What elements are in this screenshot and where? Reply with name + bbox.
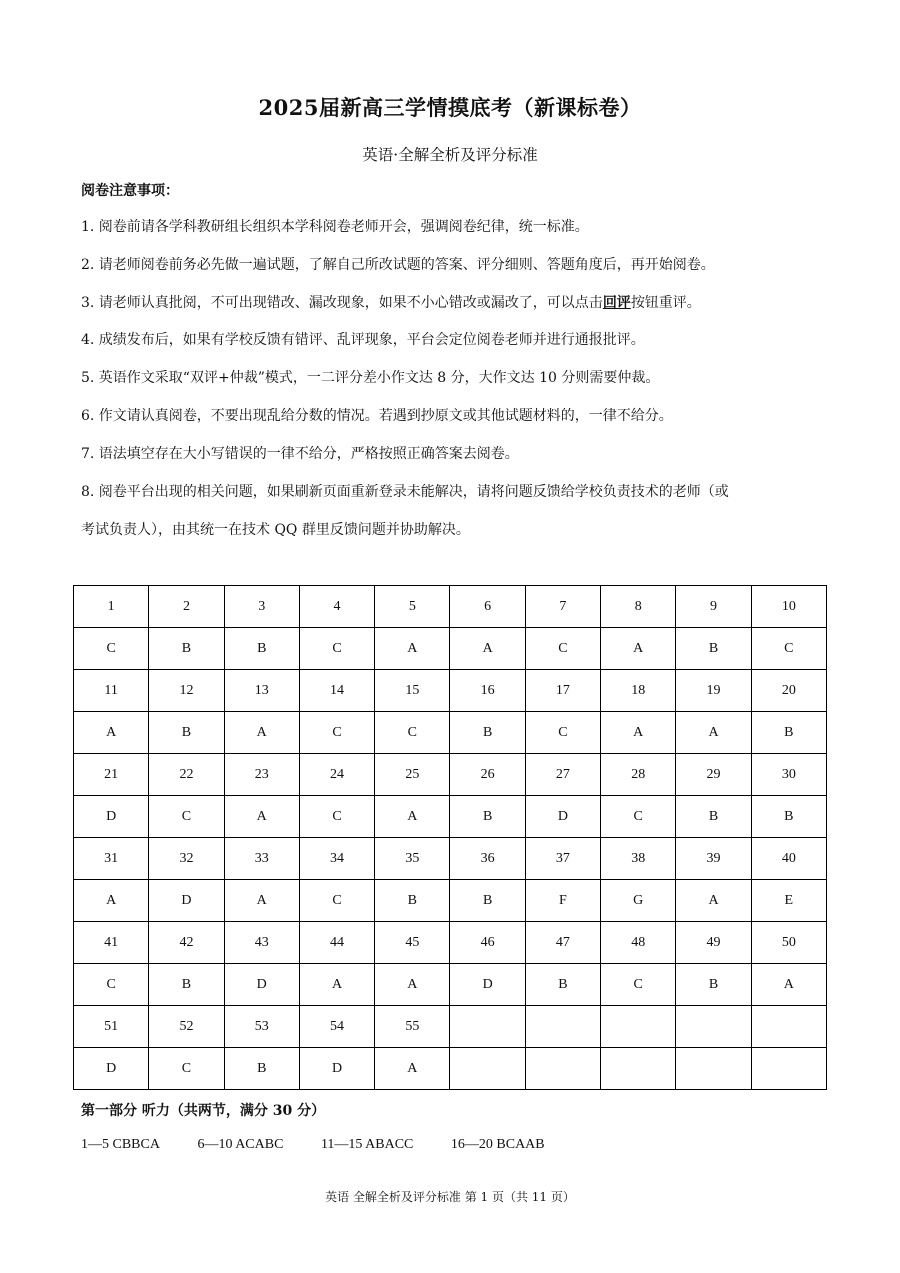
note-item: 5. 英语作文采取“双评+仲裁”模式，一二评分差小作文达 8 分，大作文达 10 分则需要仲裁。 [81,370,660,386]
answer-cell: A [74,880,149,922]
question-number-cell: 47 [525,922,600,964]
answer-row [74,712,827,754]
answer-cell: B [676,964,751,1006]
question-number-cell: 25 [375,754,450,796]
question-number-cell: 51 [74,1006,149,1048]
note-item [81,294,831,313]
listening-answer-group: 11—15 ABACC [320,1137,414,1152]
answer-key-body [74,586,827,1090]
answer-cell: D [74,1048,149,1090]
answer-cell: B [224,628,299,670]
question-number-cell: 13 [224,670,299,712]
note-item-text: 3. 请老师认真批阅，不可出现错改、漏改现象，如果不小心错改或漏改了，可以点击 [81,295,603,311]
answer-cell: B [450,712,525,754]
question-number-cell: 36 [450,838,525,880]
notes-heading: 阅卷注意事项： [81,183,179,199]
question-number-cell: 32 [149,838,224,880]
document-subtitle: 英语·全解全析及评分标准 [362,146,538,164]
answer-cell: D [299,1048,374,1090]
answer-cell [751,1048,826,1090]
question-number-cell: 18 [601,670,676,712]
question-number-cell: 39 [676,838,751,880]
question-number-cell: 22 [149,754,224,796]
listening-answers [81,1137,579,1153]
answer-cell: B [751,712,826,754]
question-number-row [74,922,827,964]
document-title: 2025届新高三学情摸底考（新课标卷） [258,95,642,120]
question-number-cell: 52 [149,1006,224,1048]
question-number-cell: 45 [375,922,450,964]
answer-cell: B [450,796,525,838]
question-number-cell: 15 [375,670,450,712]
question-number-cell: 40 [751,838,826,880]
answer-cell: C [299,796,374,838]
page-footer: 英语 全解全析及评分标准 第 1 页（共 11 页） [325,1190,575,1204]
answer-cell: E [751,880,826,922]
question-number-cell: 43 [224,922,299,964]
question-number-cell: 50 [751,922,826,964]
note-item: 6. 作文请认真阅卷，不要出现乱给分数的情况。若遇到抄原文或其他试题材料的，一律不给分。 [81,408,673,424]
answer-cell: B [149,628,224,670]
question-number-row [74,838,827,880]
question-number-cell: 34 [299,838,374,880]
answer-cell: B [375,880,450,922]
question-number-row [74,586,827,628]
note-item: 7. 语法填空存在大小写错误的一律不给分，严格按照正确答案去阅卷。 [81,446,519,462]
question-number-cell: 33 [224,838,299,880]
answer-cell: A [299,964,374,1006]
question-number-cell: 17 [525,670,600,712]
answer-cell: B [149,964,224,1006]
question-number-cell: 9 [676,586,751,628]
question-number-cell: 49 [676,922,751,964]
answer-cell: C [74,628,149,670]
answer-cell: C [299,712,374,754]
answer-cell: A [74,712,149,754]
question-number-cell: 28 [601,754,676,796]
answer-row [74,880,827,922]
answer-row [74,964,827,1006]
answer-cell: A [224,712,299,754]
question-number-cell: 6 [450,586,525,628]
answer-cell: C [375,712,450,754]
question-number-cell: 21 [74,754,149,796]
listening-answer-group: 6—10 ACABC [197,1137,284,1152]
question-number-cell: 55 [375,1006,450,1048]
answer-cell: C [601,964,676,1006]
question-number-cell: 38 [601,838,676,880]
answer-cell: A [375,964,450,1006]
question-number-cell: 48 [601,922,676,964]
question-number-cell: 31 [74,838,149,880]
answer-row [74,1048,827,1090]
answer-cell: C [299,880,374,922]
answer-cell: C [525,712,600,754]
answer-cell: A [224,796,299,838]
question-number-cell: 5 [375,586,450,628]
question-number-row [74,670,827,712]
question-number-cell: 7 [525,586,600,628]
question-number-cell: 3 [224,586,299,628]
question-number-cell: 23 [224,754,299,796]
answer-cell: A [676,712,751,754]
answer-cell: B [525,964,600,1006]
question-number-cell: 54 [299,1006,374,1048]
answer-cell [601,1048,676,1090]
answer-cell: A [601,628,676,670]
answer-cell: C [149,1048,224,1090]
answer-cell: B [450,880,525,922]
question-number-cell: 53 [224,1006,299,1048]
answer-cell: G [601,880,676,922]
listening-answer-group: 16—20 BCAAB [450,1137,545,1152]
answer-cell: C [299,628,374,670]
question-number-row [74,754,827,796]
note-item: 2. 请老师阅卷前务必先做一遍试题，了解自己所改试题的答案、评分细则、答题角度后，再开始阅卷。 [81,257,715,273]
answer-cell: A [601,712,676,754]
answer-cell: A [751,964,826,1006]
question-number-cell: 30 [751,754,826,796]
question-number-cell: 26 [450,754,525,796]
answer-cell: A [375,1048,450,1090]
answer-cell: C [601,796,676,838]
answer-cell: C [74,964,149,1006]
answer-cell: B [224,1048,299,1090]
answer-cell: A [375,796,450,838]
question-number-cell: 42 [149,922,224,964]
answer-row [74,628,827,670]
answer-cell: A [375,628,450,670]
question-number-cell: 8 [601,586,676,628]
question-number-cell: 2 [149,586,224,628]
question-number-cell [450,1006,525,1048]
answer-cell: C [751,628,826,670]
question-number-cell [601,1006,676,1048]
answer-key-table [73,585,827,1090]
answer-cell: B [751,796,826,838]
answer-cell [450,1048,525,1090]
question-number-cell: 1 [74,586,149,628]
answer-cell: C [525,628,600,670]
answer-cell: A [676,880,751,922]
question-number-cell: 35 [375,838,450,880]
section-heading-listening: 第一部分 听力（共两节，满分 30 分） [81,1103,326,1119]
re-evaluate-link: 回评 [602,295,631,311]
question-number-cell [525,1006,600,1048]
answer-cell: A [450,628,525,670]
question-number-cell: 16 [450,670,525,712]
question-number-cell: 44 [299,922,374,964]
note-item-continuation: 考试负责人），由其统一在技术 QQ 群里反馈问题并协助解决。 [81,522,470,538]
question-number-cell: 12 [149,670,224,712]
answer-cell: D [149,880,224,922]
answer-cell: B [676,628,751,670]
answer-cell: D [224,964,299,1006]
answer-cell: A [224,880,299,922]
answer-cell: B [149,712,224,754]
answer-cell: F [525,880,600,922]
answer-cell [676,1048,751,1090]
question-number-cell: 14 [299,670,374,712]
note-item-tail: 按钮重评。 [630,295,701,311]
question-number-cell [751,1006,826,1048]
answer-cell: D [525,796,600,838]
answer-cell: B [676,796,751,838]
note-item: 4. 成绩发布后，如果有学校反馈有错评、乱评现象，平台会定位阅卷老师并进行通报批评。 [81,332,645,348]
question-number-cell: 19 [676,670,751,712]
question-number-cell: 41 [74,922,149,964]
question-number-cell: 10 [751,586,826,628]
question-number-cell: 29 [676,754,751,796]
answer-cell: C [149,796,224,838]
question-number-cell: 24 [299,754,374,796]
question-number-cell: 27 [525,754,600,796]
question-number-cell: 37 [525,838,600,880]
question-number-cell: 4 [299,586,374,628]
answer-cell [525,1048,600,1090]
question-number-row [74,1006,827,1048]
answer-cell: D [450,964,525,1006]
answer-cell: D [74,796,149,838]
answer-row [74,796,827,838]
question-number-cell: 20 [751,670,826,712]
note-item: 1. 阅卷前请各学科教研组长组织本学科阅卷老师开会，强调阅卷纪律，统一标准。 [81,219,589,235]
listening-answer-group: 1—5 CBBCA [81,1137,160,1152]
question-number-cell [676,1006,751,1048]
question-number-cell: 46 [450,922,525,964]
note-item: 8. 阅卷平台出现的相关问题，如果刷新页面重新登录未能解决，请将问题反馈给学校负责技术的老师（或 [81,484,729,500]
question-number-cell: 11 [74,670,149,712]
